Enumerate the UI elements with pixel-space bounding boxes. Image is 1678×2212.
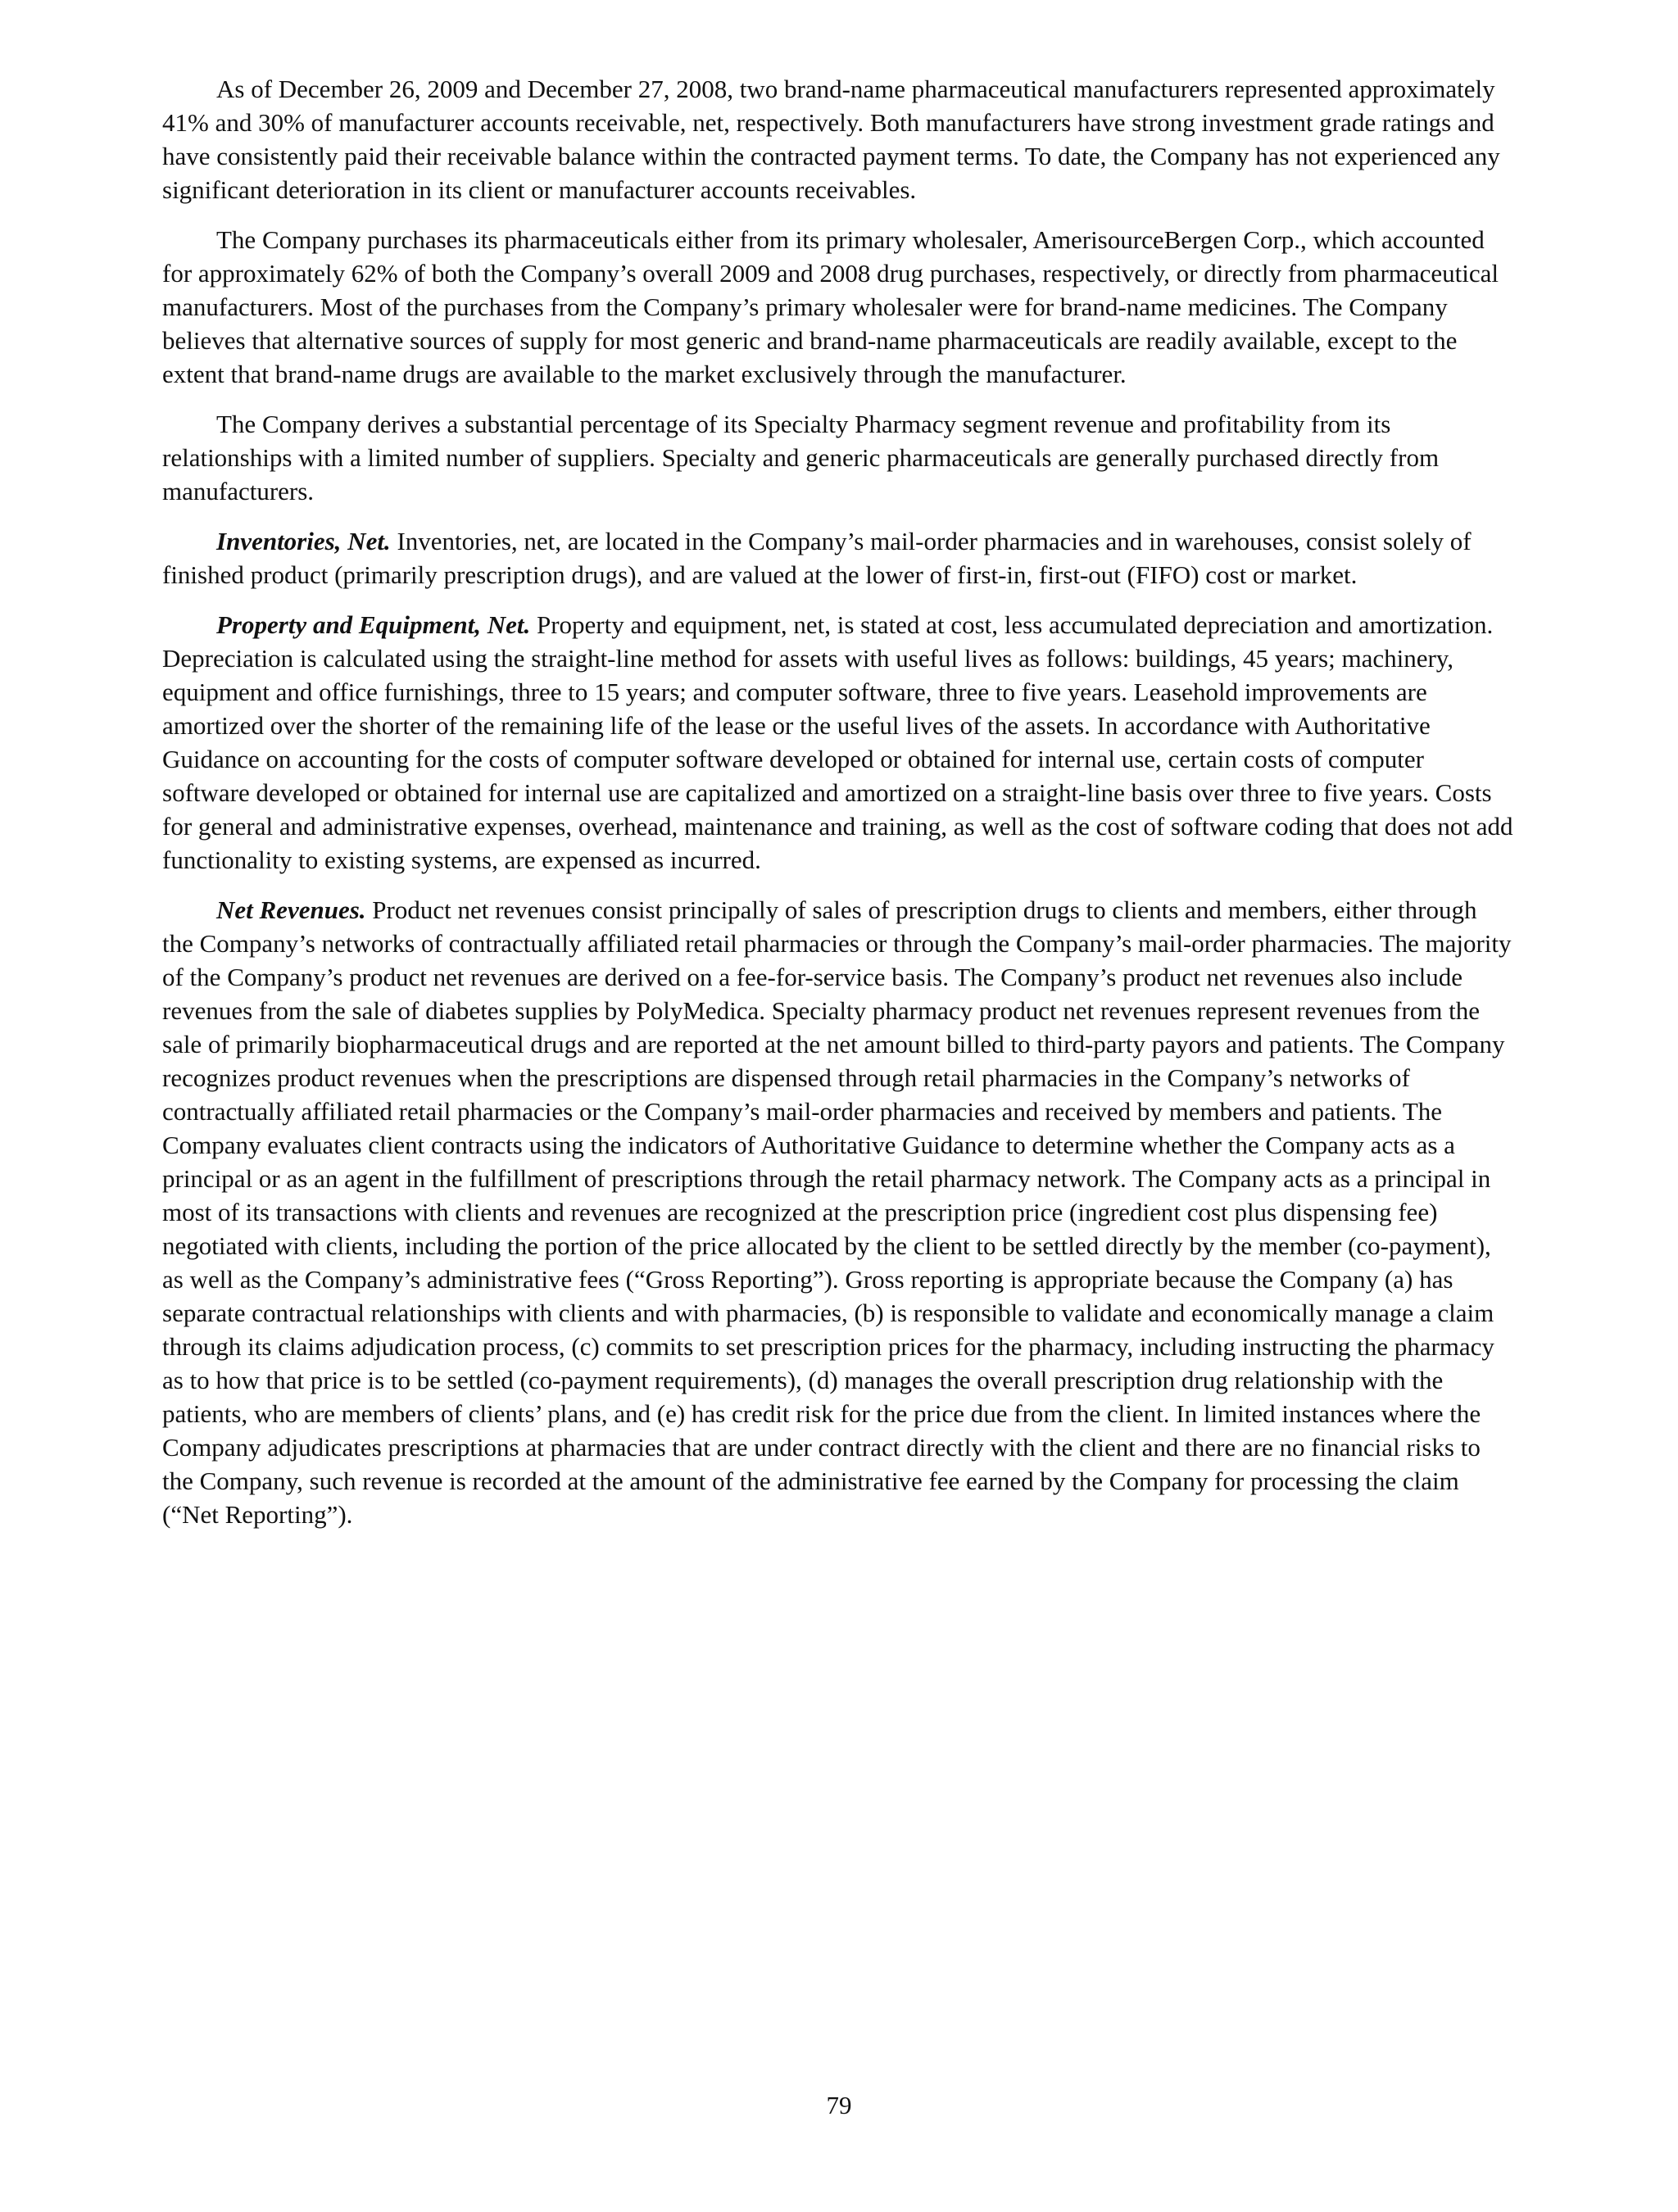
paragraph-receivables-concentration <box>162 72 1514 206</box>
paragraph-text: Product net revenues consist principally of sales of prescription drugs to clients and members, either through the Company’s networks of contractually affiliated retail pharmacies or through the Company’s mail-order pharmacies. The majority of the Company’s product net revenues are derived on a fee-for-service basis. The Company’s product net revenues also include revenues from the sale of diabetes supplies by PolyMedica. Specialty pharmacy product net revenues represent revenues from the sale of primarily biopharmaceutical drugs and are reported at the net amount billed to third-party payors and patients. The Company recognizes product revenues when the prescriptions are dispensed through retail pharmacies in the Company’s networks of contractually affiliated retail pharmacies or the Company’s mail-order pharmacies and received by members and patients. The Company evaluates client contracts using the indicators of Authoritative Guidance to determine whether the Company acts as a principal or as an agent in the fulfillment of prescriptions through the retail pharmacy network. The Company acts as a principal in most of its transactions with clients and revenues are recognized at the prescription price (ingredient cost plus dispensing fee) negotiated with clients, including the portion of the price allocated by the client to be settled directly by the member (co-payment), as well as the Company’s administrative fees (“Gross Reporting”). Gross reporting is appropriate because the Company (a) has separate contractual relationships with clients and with pharmacies, (b) is responsible to validate and economically manage a claim through its claims adjudication process, (c) commits to set prescription prices for the pharmacy, including instructing the pharmacy as to how that price is to be settled (co-payment requirements), (d) manages the overall prescription drug relationship with the patients, who are members of clients’ plans, and (e) has credit risk for the price due from the client. In limited instances where the Company adjudicates prescriptions at pharmacies that are under contract directly with the client and there are no financial risks to the Company, such revenue is recorded at the amount of the administrative fee earned by the Company for processing the claim (“Net Reporting”). <box>162 895 1512 1529</box>
paragraph-text: The Company derives a substantial percentage of its Specialty Pharmacy segment revenue and profitability from its relationships with a limited number of suppliers. Specialty and generic pharmaceuticals are generally purchased directly from manufacturers. <box>162 410 1440 505</box>
paragraph-property-equipment <box>162 608 1514 877</box>
paragraph-text: Inventories, net, are located in the Company’s mail-order pharmacies and in warehouses, consist solely of finished product (primarily prescription drugs), and are valued at the lower of first-in, first-out (FIFO) cost or market. <box>162 527 1472 589</box>
paragraph-wholesaler <box>162 223 1514 391</box>
paragraph-inventories <box>162 524 1514 592</box>
run-in-heading: Property and Equipment, Net. <box>216 610 531 639</box>
paragraph-specialty-suppliers <box>162 407 1514 508</box>
paragraph-text: As of December 26, 2009 and December 27, 2008, two brand-name pharmaceutical manufacturers represented approximately 41% and 30% of manufacturer accounts receivable, net, respectively. Both manufacturers have strong investment grade ratings and have consistently paid their receivable balance within the contracted payment terms. To date, the Company has not experienced any significant deterioration in its client or manufacturer accounts receivables. <box>162 75 1500 204</box>
run-in-heading: Net Revenues. <box>216 895 366 924</box>
run-in-heading: Inventories, Net. <box>216 527 391 555</box>
paragraph-text: Property and equipment, net, is stated at cost, less accumulated depreciation and amortization. Depreciation is calculated using the straight-line method for assets with useful lives as follows: buildings, 45 years; machinery, equipment and office furnishings, three to 15 years; and computer software, three to five years. Leasehold improvements are amortized over the shorter of the remaining life of the lease or the useful lives of the assets. In accordance with Authoritative Guidance on accounting for the costs of computer software developed or obtained for internal use, certain costs of computer software developed or obtained for internal use are capitalized and amortized on a straight-line basis over three to five years. Costs for general and administrative expenses, overhead, maintenance and training, as well as the cost of software coding that does not add functionality to existing systems, are expensed as incurred. <box>162 610 1513 874</box>
page-number: 79 <box>826 2091 852 2119</box>
paragraph-net-revenues <box>162 893 1514 1531</box>
paragraph-text: The Company purchases its pharmaceuticals either from its primary wholesaler, AmerisourceBergen Corp., which accounted for approximately 62% of both the Company’s overall 2009 and 2008 drug purchases, respectively, or directly from pharmaceutical manufacturers. Most of the purchases from the Company’s primary wholesaler were for brand-name medicines. The Company believes that alternative sources of supply for most generic and brand-name pharmaceuticals are readily available, except to the extent that brand-name drugs are available to the market exclusively through the manufacturer. <box>162 225 1499 388</box>
